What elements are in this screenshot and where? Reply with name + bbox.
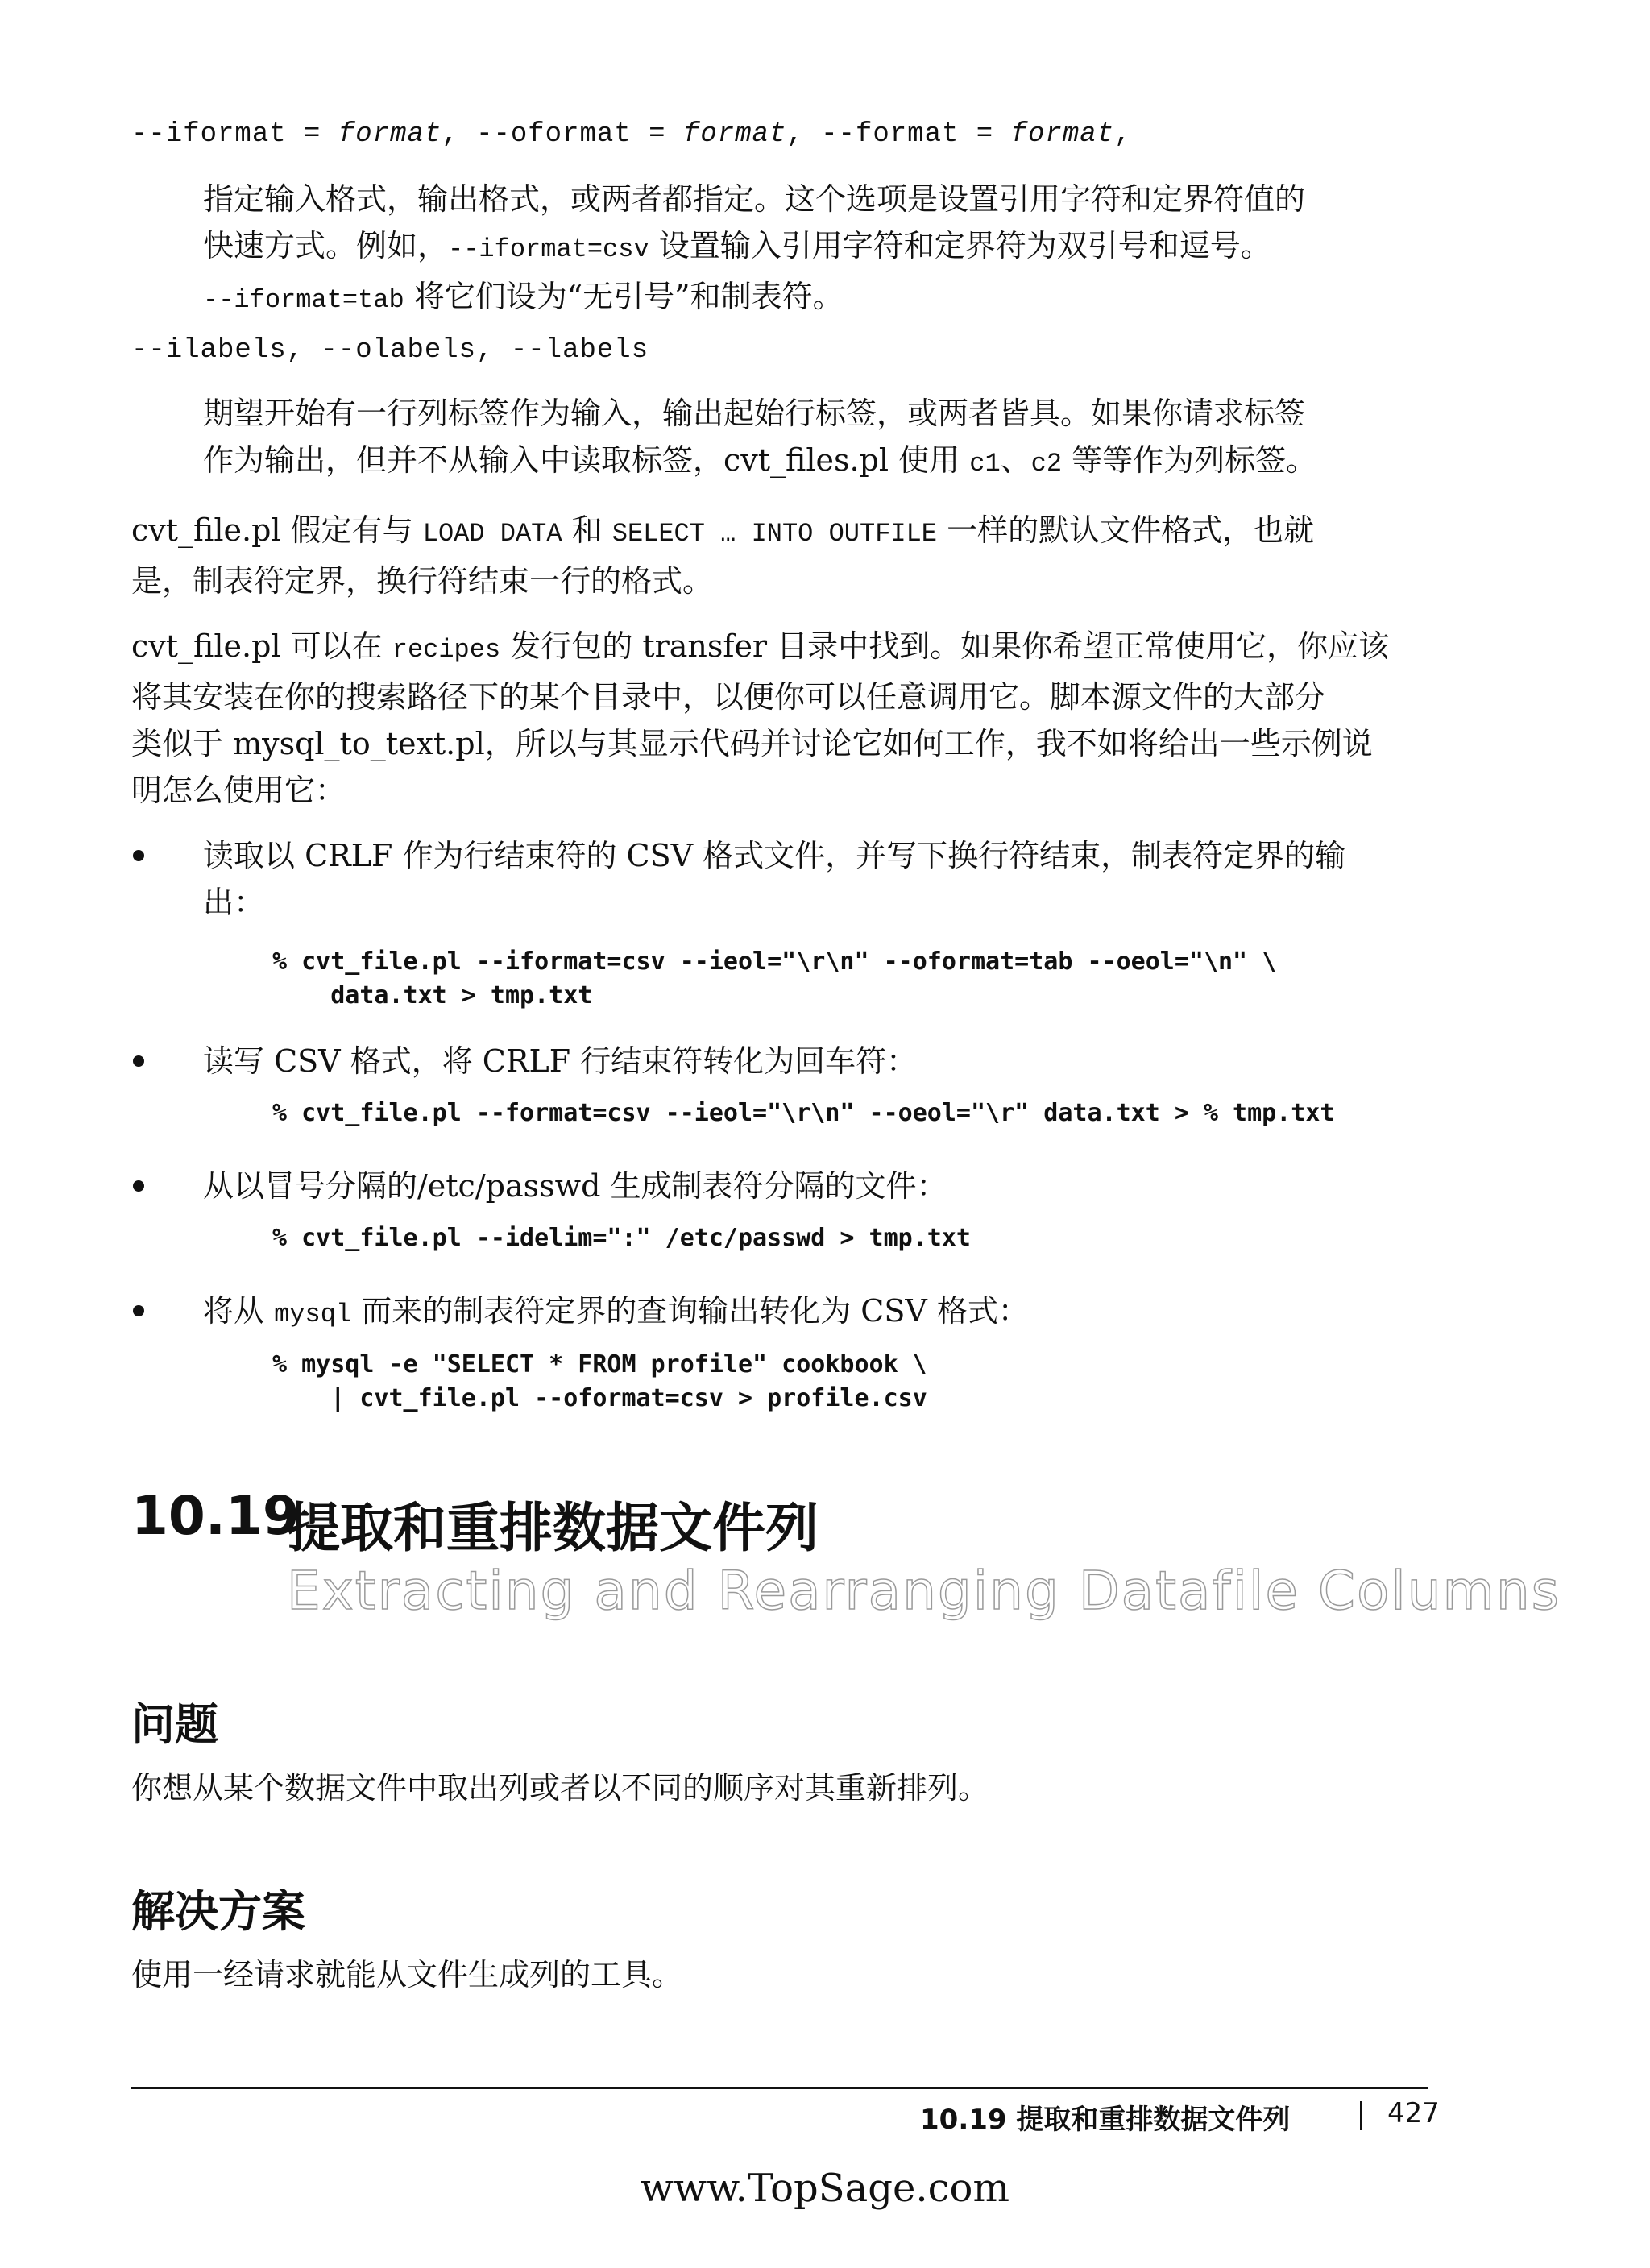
text-line (131, 720, 1428, 767)
bullet-icon (133, 850, 144, 861)
text-segment: cvt_file.pl 可以在 (131, 628, 392, 664)
list-item-text (203, 1287, 1428, 1338)
text-segment: 是，制表符定界，换行符结束一行的格式。 (131, 563, 714, 599)
option-heading-labels (131, 335, 649, 366)
watermark-url: www.TopSage.com (641, 2166, 1009, 2211)
text-segment: 期望开始有一行列标签作为输入，输出起始行标签，或两者皆具。如果你请求标签 (203, 396, 1306, 431)
inline-code: SELECT … INTO OUTFILE (611, 519, 937, 549)
inline-code: mysql (274, 1300, 352, 1329)
text-segment: cvt_file.pl 假定有与 (131, 512, 423, 548)
text-line (203, 273, 1428, 324)
text-segment: 一样的默认文件格式，也就 (937, 512, 1315, 548)
footer-rule (131, 2087, 1428, 2089)
inline-code: --iformat=csv (448, 234, 649, 264)
text-segment: 和 (562, 512, 612, 548)
text-segment: 将它们设为“无引号”和制表符。 (404, 279, 844, 314)
text-line (131, 623, 1428, 674)
text-line (203, 832, 1428, 879)
option-heading-segment: , --format = (786, 119, 1011, 150)
inline-code: LOAD DATA (422, 519, 562, 549)
text-line (203, 176, 1428, 222)
option-heading-segment: , (1114, 119, 1132, 150)
solution-heading: 解决方案 (131, 1886, 305, 1937)
option-heading-segment: --iformat = (131, 119, 338, 150)
text-line (203, 390, 1428, 437)
text-segment: 而来的制表符定界的查询输出转化为 CSV 格式： (351, 1293, 1029, 1329)
footer-separator (1360, 2101, 1362, 2130)
text-line (203, 1163, 1428, 1209)
option-heading-segment: , --oformat = (442, 119, 683, 150)
text-segment: 、 (1000, 442, 1031, 478)
text-line (131, 507, 1428, 558)
text-line (131, 674, 1428, 720)
code-block: % cvt_file.pl --format=csv --ieol="\r\n" --oeol="\r" data.txt > % tmp.txt (272, 1099, 1335, 1127)
text-segment: 设置输入引用字符和定界符为双引号和逗号。 (649, 228, 1271, 263)
text-segment: 作为输出，但并不从输入中读取标签，cvt_files.pl 使用 (203, 442, 970, 478)
list-item (131, 1287, 1428, 1338)
text-segment: 快速方式。例如， (203, 228, 449, 263)
text-segment: 明怎么使用它： (131, 773, 346, 808)
text-segment: 读写 CSV 格式，将 CRLF 行结束符转化为回车符： (203, 1043, 918, 1079)
text-segment: 等等作为列标签。 (1062, 442, 1317, 478)
section-title: 提取和重排数据文件列 (287, 1497, 819, 1559)
text-segment: 从以冒号分隔的/etc/passwd 生成制表符分隔的文件： (203, 1168, 947, 1204)
text-segment: 将从 (203, 1293, 275, 1329)
inline-code: recipes (392, 635, 501, 665)
option-heading-format (131, 119, 1131, 150)
text-line (203, 437, 1428, 487)
text-segment: 发行包的 transfer 目录中找到。如果你希望正常使用它，你应该 (500, 628, 1390, 664)
bullet-icon (133, 1305, 144, 1316)
text-line (131, 767, 1428, 814)
problem-text: 你想从某个数据文件中取出列或者以不同的顺序对其重新排列。 (131, 1770, 989, 1806)
section-number: 10.19 (131, 1485, 300, 1547)
text-segment: 读取以 CRLF 作为行结束符的 CSV 格式文件，并写下换行符结束，制表符定界的输 (203, 838, 1346, 873)
solution-text: 使用一经请求就能从文件生成列的工具。 (131, 1957, 683, 1992)
text-segment: 类似于 mysql_to_text.pl，所以与其显示代码并讨论它如何工作，我不如将给出一些示例说 (131, 726, 1373, 761)
footer-title: 10.19 提取和重排数据文件列 (920, 2104, 1291, 2136)
problem-heading: 问题 (131, 1699, 218, 1750)
list-item-text (203, 1038, 1428, 1084)
text-segment: 指定输入格式，输出格式，或两者都指定。这个选项是设置引用字符和定界符值的 (203, 181, 1306, 217)
paragraph-location (131, 623, 1428, 814)
inline-code: --iformat=tab (203, 285, 404, 315)
option-heading-segment: --ilabels, --olabels, --labels (131, 335, 649, 366)
text-line (203, 879, 1428, 926)
code-block: % mysql -e "SELECT * FROM profile" cookbook \ | cvt_file.pl --oformat=csv > profile.csv (272, 1350, 927, 1412)
text-line (203, 1038, 1428, 1084)
text-segment: 出： (203, 885, 265, 920)
paragraph-default-format (131, 507, 1428, 604)
text-line (203, 222, 1428, 273)
code-block: % cvt_file.pl --idelim=":" /etc/passwd > tmp.txt (272, 1224, 971, 1252)
list-item (131, 1163, 1428, 1209)
list-item-text (203, 1163, 1428, 1209)
option-heading-segment: format (1010, 119, 1115, 150)
inline-code: c1 (969, 449, 1001, 479)
section-title-english: Extracting and Rearranging Datafile Columns (287, 1560, 1561, 1622)
page-number: 427 (1387, 2097, 1440, 2129)
bullet-icon (133, 1180, 144, 1192)
option-description-labels (203, 390, 1428, 487)
option-heading-segment: format (682, 119, 787, 150)
text-line (131, 558, 1428, 604)
text-line (203, 1287, 1428, 1338)
option-description-format (203, 176, 1428, 324)
list-item (131, 832, 1428, 926)
bullet-icon (133, 1055, 144, 1067)
option-heading-segment: format (338, 119, 442, 150)
list-item (131, 1038, 1428, 1084)
list-item-text (203, 832, 1428, 926)
text-segment: 将其安装在你的搜索路径下的某个目录中，以便你可以任意调用它。脚本源文件的大部分 (131, 679, 1326, 715)
code-block: % cvt_file.pl --iformat=csv --ieol="\r\n" --oformat=tab --oeol="\n" \ data.txt > tmp.txt (272, 947, 1277, 1010)
inline-code: c2 (1030, 449, 1063, 479)
